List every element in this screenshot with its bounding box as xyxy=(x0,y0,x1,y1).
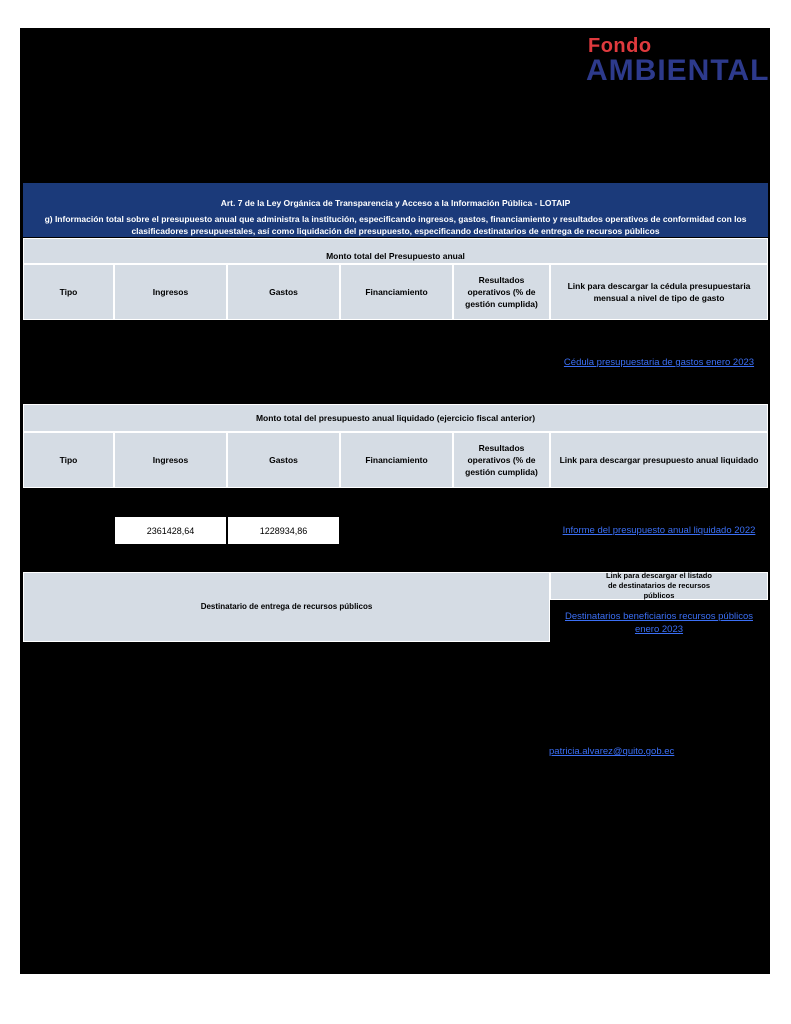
annual-budget-title: Monto total del Presupuesto anual xyxy=(23,238,768,264)
contact-email-link[interactable]: patricia.alvarez@quito.gob.ec xyxy=(549,746,675,757)
fondo-ambiental-logo xyxy=(586,34,770,90)
recipients-link-header: Link para descargar el listado de destinatarios de recursos públicos xyxy=(550,572,768,600)
col-header-cedula-link: Link para descargar la cédula presupuestaria mensual a nivel de tipo de gasto xyxy=(550,264,768,320)
col-header-liquidado-link: Link para descargar presupuesto anual liquidado xyxy=(550,432,768,488)
presupuesto-liquidado-link[interactable]: Informe del presupuesto anual liquidado 2022 xyxy=(562,525,756,536)
col-header-tipo: Tipo xyxy=(23,432,114,488)
col-header-financiamiento: Financiamiento xyxy=(340,264,453,320)
logo-text-top: Fondo xyxy=(588,35,652,57)
destinatarios-link[interactable]: Destinatarios beneficiarios recursos públicos enero 2023 xyxy=(565,611,753,635)
lotaip-header xyxy=(23,183,768,237)
col-header-tipo: Tipo xyxy=(23,264,114,320)
col-header-resultados: Resultados operativos (% de gestión cumplida) xyxy=(453,432,550,488)
col-header-ingresos: Ingresos xyxy=(114,432,227,488)
header-subtitle: g) Información total sobre el presupuesto anual que administra la institución, especificando ingresos, gastos, financiamiento y resultados operativos de conformidad con los clasificadores presupuestales, así como liquidación del presupuesto, especificando destinatarios de entrega de recursos públicos xyxy=(44,214,747,236)
document-page xyxy=(20,28,770,974)
gastos-value: 1228934,86 xyxy=(228,517,339,544)
cedula-presupuestaria-link[interactable]: Cédula presupuestaria de gastos enero 2023 xyxy=(563,357,755,368)
header-title: Art. 7 de la Ley Orgánica de Transparencia y Acceso a la Información Pública - LOTAIP xyxy=(220,198,571,208)
col-header-resultados: Resultados operativos (% de gestión cumplida) xyxy=(453,264,550,320)
recipients-label: Destinatario de entrega de recursos públicos xyxy=(23,572,550,642)
ingresos-value: 2361428,64 xyxy=(115,517,226,544)
col-header-ingresos: Ingresos xyxy=(114,264,227,320)
liquidated-budget-title: Monto total del presupuesto anual liquidado (ejercicio fiscal anterior) xyxy=(23,404,768,432)
col-header-gastos: Gastos xyxy=(227,264,340,320)
col-header-financiamiento: Financiamiento xyxy=(340,432,453,488)
col-header-gastos: Gastos xyxy=(227,432,340,488)
logo-text-bottom: AMBIENTAL xyxy=(586,54,770,87)
